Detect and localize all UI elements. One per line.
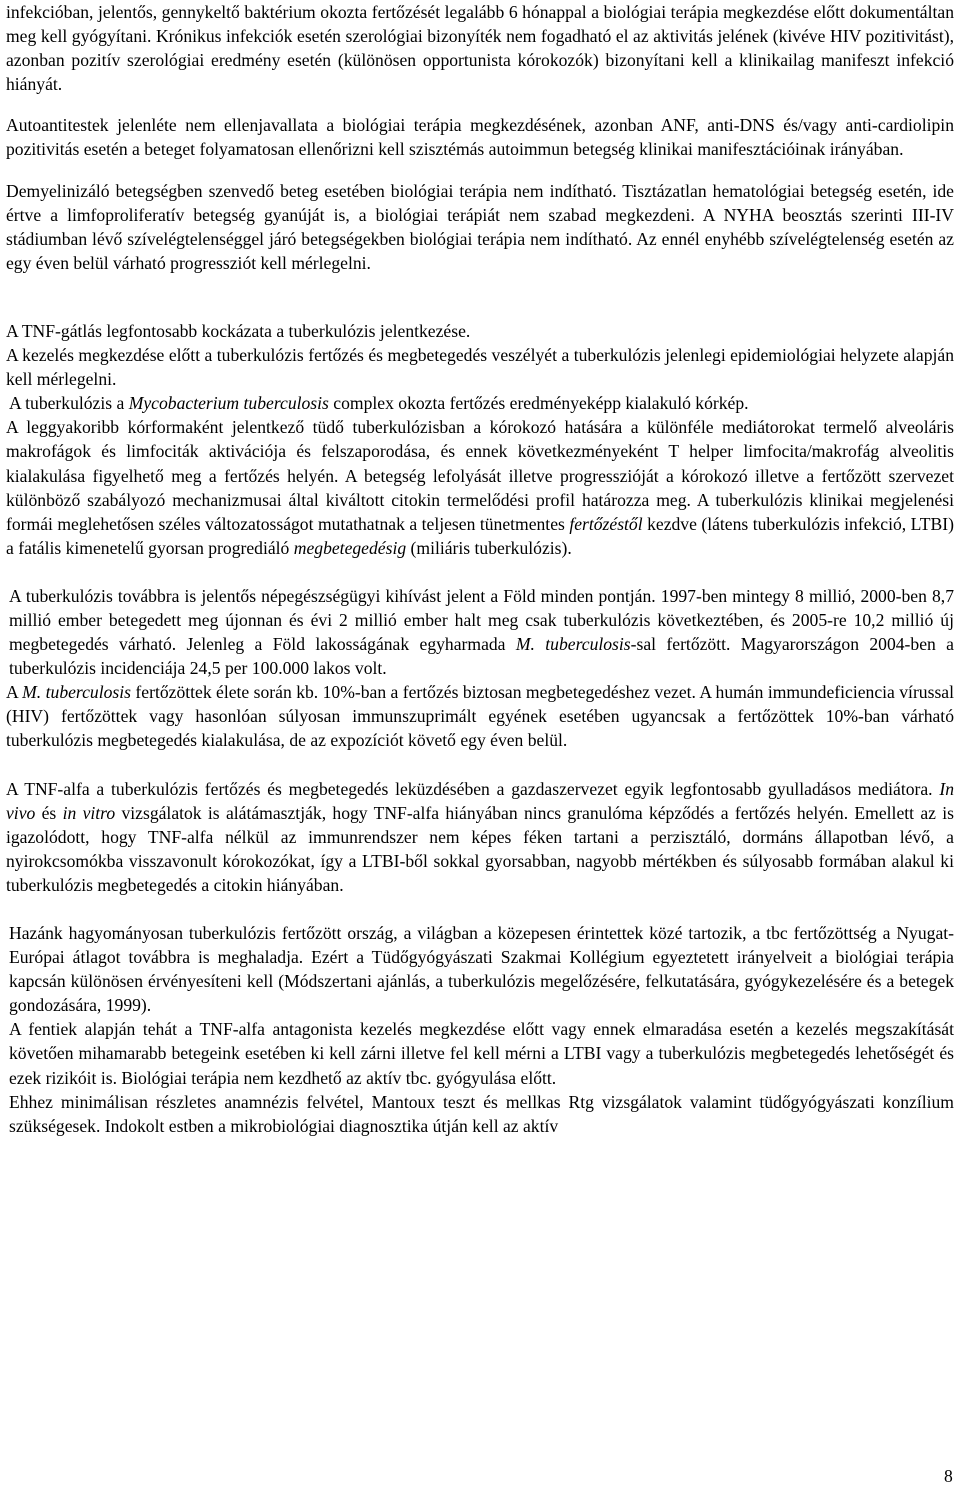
- paragraph-tb-definition: A tuberkulózis a Mycobacterium tuberculosis complex okozta fertőzés eredményeképp kialakuló kórkép.: [9, 393, 749, 414]
- paragraph-tb-epidemiology-intro: A kezelés megkezdése előtt a tuberkulózis fertőzés és megbetegedés veszélyét a tuberkulózis jelenlegi epidemiológiai helyzete alapján kell mérlegelni.: [6, 345, 954, 390]
- paragraph-tnf-alpha: A TNF-alfa a tuberkulózis fertőzés és megbetegedés leküzdésében a gazdaszervezet egyik legfontosabb gyulladásos mediátora. In vivo és in vitro vizsgálatok is alátámasztják, hogy TNF-alfa hiányában nincs granulóma képződés a fertőzés helyén. Emellett az is igazolódott, hogy TNF-alfa nélkül az immunrendszer nem képes féken tartani a perzisztáló, dormáns állapotban lévő, a nyirokcsomókba visszavonult kórokozókat, így a LTBI-ből sokkal gyorsabban, nagyobb mértékben és súlyosabb formában alakul ki tuberkulózis megbetegedés a citokin hiányában.: [6, 778, 955, 895]
- paragraph-tnf-risk: A TNF-gátlás legfontosabb kockázata a tuberkulózis jelentkezése.: [6, 320, 471, 341]
- paragraph-hungary-tb: Hazánk hagyományosan tuberkulózis fertőzött ország, a világban a közepesen érintettek közé tartozik, a tbc fertőzöttség a Nyugat-Európai átlagot továbbra is meghaladja. Ezért a Tüdőgyógyászati Szakmai Kollégium egyeztetett irányelveit a biológiai terápia kapcsán különösen érvényesíteni kell (Módszertani ajánlás, a tuberkulózis megelőzésére, felkutatására, gyógykezelésére és a betegek gondozására, 1999).: [9, 923, 954, 1016]
- paragraph-autoantibodies: Autoantitestek jelenléte nem ellenjavallata a biológiai terápia megkezdésének, azonban ANF, anti-DNS és/vagy anti-cardiolipin pozitivitás esetén a beteget folyamatosan ellenőrizni kell szisztémás autoimmun betegség klinikai manifesztációinak irányában.: [6, 115, 954, 160]
- document-page: [6, 0, 954, 1138]
- paragraph-tb-pathogenesis: A leggyakoribb kórformaként jelentkező tüdő tuberkulózisban a kórokozó hatására a különféle mediátorokat termelő alveoláris makrofágok és limfociták aktivációja és felszaporodása, és ennek következményeként T helper limfocita/makrofág alveolitis kialakulása figyelhető meg a fertőzés helyén. A betegség lefolyását illetve progresszióját a kórokozó illetve a fertőzött szervezet különböző szabályozó mechanizmusai által kiváltott citokin termelődési profil határozza meg. A tuberkulózis klinikai megjelenési formái meglehetősen széles változatosságot mutathatnak a teljesen tünetmentes fertőzéstől kezdve (látens tuberkulózis infekció, LTBI) a fatális kimenetelű gyorsan progrediáló megbetegedésig (miliáris tuberkulózis).: [6, 417, 954, 558]
- paragraph-screening: A fentiek alapján tehát a TNF-alfa antagonista kezelés megkezdése előtt vagy ennek elmaradása esetén a kezelés megszakítását követően mihamarabb betegeink esetében ki kell zárni illetve fel kell mérni a LTBI vagy a tuberkulózis megbetegedés lehetőségét és ezek rizikóit is. Biológiai terápia nem kezdhető az aktív tbc. gyógyulása előtt.: [9, 1019, 954, 1088]
- paragraph-tb-hiv: A M. tuberculosis fertőzöttek élete során kb. 10%-ban a fertőzés biztosan megbetegedéshez vezet. A humán immundeficiencia vírussal (HIV) fertőzöttek vagy hasonlóan súlyosan immunszuprimált egyének esetében ugyancsak a fertőzöttek 10%-ban várható tuberkulózis megbetegedés kialakulása, de az expozíciót követő egy éven belül.: [6, 682, 954, 751]
- page-number: 8: [944, 1466, 953, 1486]
- paragraph-examinations: Ehhez minimálisan részletes anamnézis felvétel, Mantoux teszt és mellkas Rtg vizsgálatok valamint tüdőgyógyászati konzílium szükségesek. Indokolt estben a mikrobiológiai diagnosztika útján kell az aktív: [9, 1091, 954, 1136]
- paragraph-infection: infekcióban, jelentős, gennykeltő baktérium okozta fertőzését legalább 6 hónappal a biológiai terápia megkezdése előtt dokumentáltan meg kell gyógyítani. Krónikus infekciók esetén szerológiai bizonyíték nem fogadható el az aktivitás jelének (kivéve HIV pozitivitást), azonban pozitív szerológiai eredmény esetén (különösen opportunista kórokozók) bizonyítani kell a klinikailag manifeszt infekció hiányát.: [6, 2, 954, 95]
- paragraph-contraindications: Demyelinizáló betegségben szenvedő beteg esetében biológiai terápia nem indítható. Tisztázatlan hematológiai betegség esetén, ide értve a limfoproliferatív betegség gyanúját is, a biológiai terápiát nem szabad megkezdeni. A NYHA beosztás szerinti III-IV stádiumban lévő szívelégtelenséggel járó betegségekben biológiai terápia nem indítható. Az ennél enyhébb szívelégtelenség esetén az egy éven belül várható progressziót kell mérlegelni.: [6, 180, 954, 273]
- paragraph-tb-statistics: A tuberkulózis továbbra is jelentős népegészségügyi kihívást jelent a Föld minden pontján. 1997-ben mintegy 8 millió, 2000-ben 8,7 millió ember betegedett meg újonnan és évi 2 millió ember halt meg csak tuberkulózis következtében, és 2005-re 10,2 millió új megbetegedés várható. Jelenleg a Föld lakosságának egyharmada M. tuberculosis-sal fertőzött. Magyarországon 2004-ben a tuberkulózis incidenciája 24,5 per 100.000 lakos volt.: [9, 585, 954, 679]
